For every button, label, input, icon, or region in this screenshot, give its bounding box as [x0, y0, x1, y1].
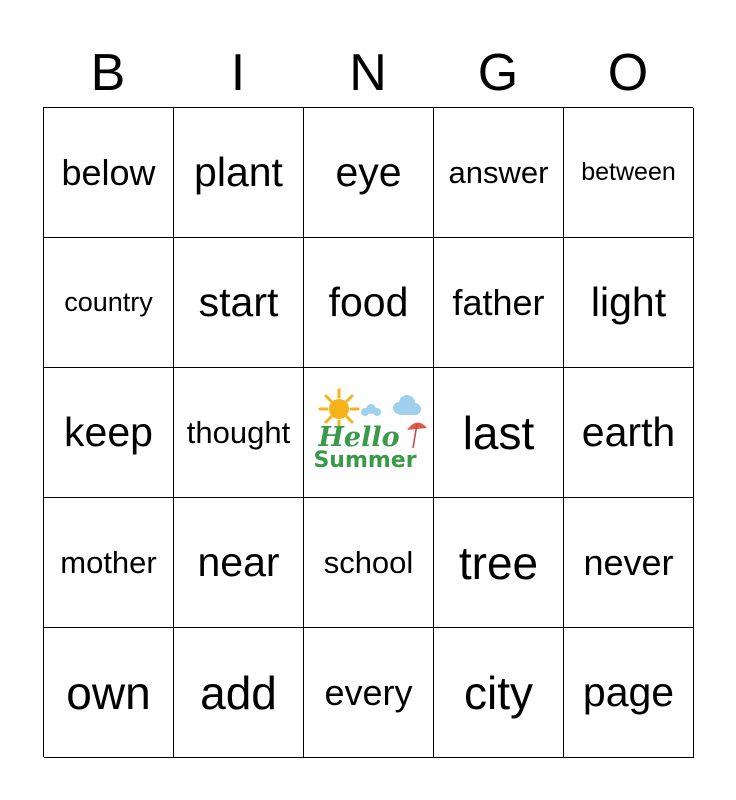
bingo-cell[interactable]: own	[44, 628, 174, 758]
header-letter-n: N	[349, 44, 387, 102]
hello-summer-logo	[309, 388, 429, 478]
bingo-cell[interactable]: earth	[564, 368, 694, 498]
bingo-cell[interactable]: city	[434, 628, 564, 758]
bingo-cell[interactable]: school	[304, 498, 434, 628]
bingo-cell[interactable]: below	[44, 108, 174, 238]
umbrella-icon	[407, 422, 427, 448]
header-letter-g: G	[477, 44, 519, 102]
bingo-cell[interactable]: add	[174, 628, 304, 758]
bingo-cell[interactable]: answer	[434, 108, 564, 238]
bingo-cell[interactable]: country	[44, 238, 174, 368]
cloud-icon	[361, 395, 421, 416]
bingo-cell[interactable]: food	[304, 238, 434, 368]
bingo-cell[interactable]: father	[434, 238, 564, 368]
bingo-cell[interactable]: never	[564, 498, 694, 628]
bingo-grid	[43, 107, 693, 757]
bingo-cell[interactable]: last	[434, 368, 564, 498]
header-letter-o: O	[607, 44, 649, 102]
bingo-cell[interactable]: start	[174, 238, 304, 368]
free-space[interactable]	[304, 368, 434, 498]
bingo-cell[interactable]: keep	[44, 368, 174, 498]
bingo-cell[interactable]: mother	[44, 498, 174, 628]
bingo-cell[interactable]: eye	[304, 108, 434, 238]
logo-text-line1: Hello	[317, 421, 400, 453]
header-letter-i: I	[230, 44, 246, 102]
logo-text-line2: Summer	[312, 447, 417, 473]
bingo-header	[43, 40, 693, 106]
bingo-cell[interactable]: page	[564, 628, 694, 758]
bingo-cell[interactable]: tree	[434, 498, 564, 628]
bingo-cell[interactable]: thought	[174, 368, 304, 498]
bingo-cell[interactable]: every	[304, 628, 434, 758]
bingo-cell[interactable]: between	[564, 108, 694, 238]
header-letter-b: B	[90, 44, 126, 102]
bingo-cell[interactable]: light	[564, 238, 694, 368]
bingo-cell[interactable]: plant	[174, 108, 304, 238]
bingo-cell[interactable]: near	[174, 498, 304, 628]
